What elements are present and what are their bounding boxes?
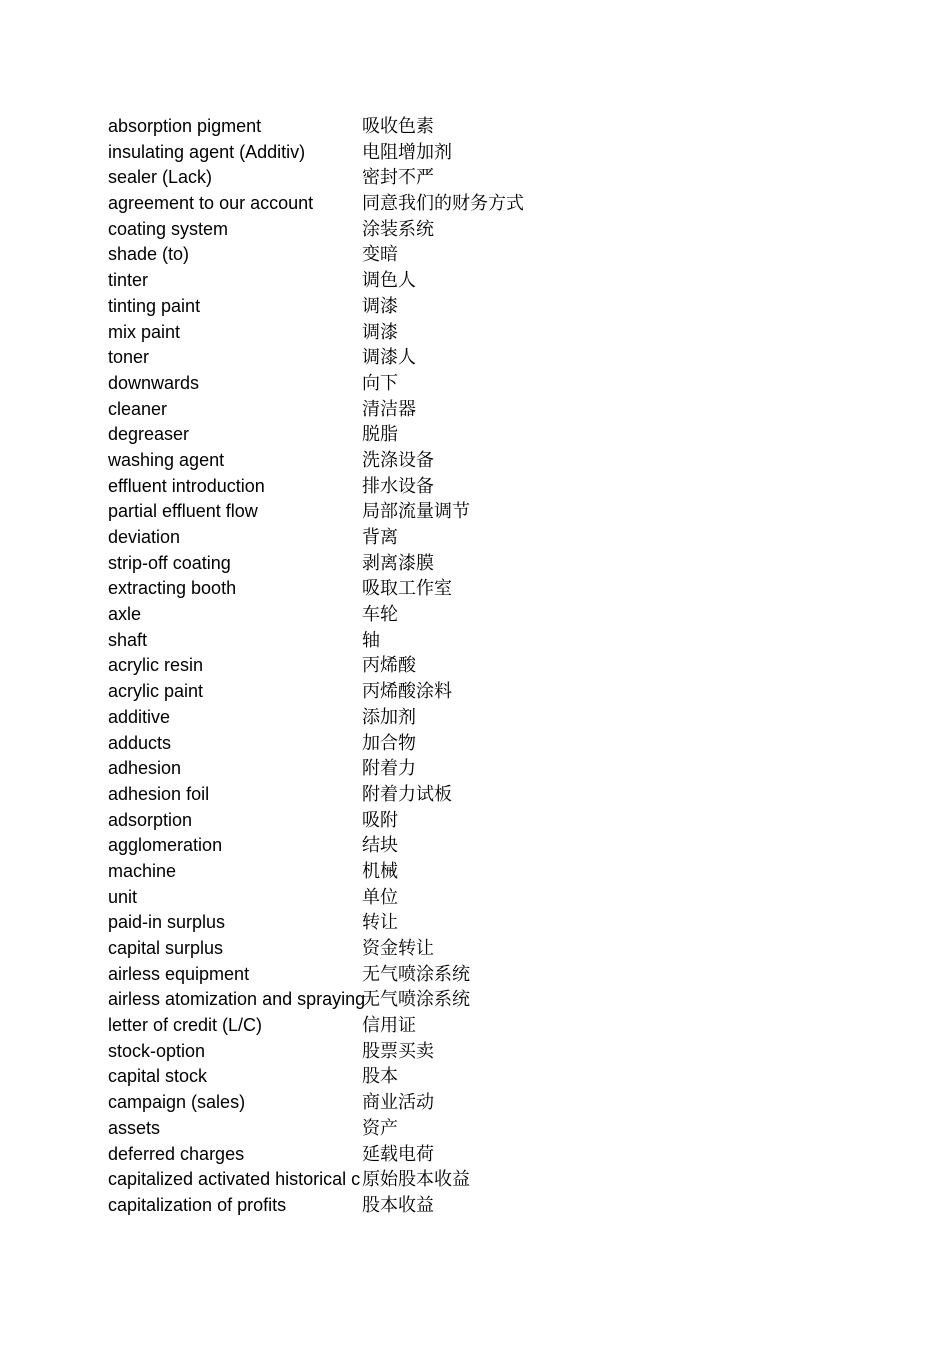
english-term: extracting booth (108, 578, 237, 599)
english-term: agreement to our account (108, 193, 314, 214)
english-term: tinter (108, 270, 149, 291)
chinese-translation: 原始股本收益 (362, 1169, 470, 1191)
english-term: effluent introduction (108, 475, 265, 496)
english-term: adsorption (108, 809, 193, 830)
english-term: acrylic paint (108, 681, 204, 702)
chinese-translation: 转让 (362, 912, 398, 934)
glossary-row (108, 448, 708, 474)
chinese-translation: 洗涤设备 (362, 449, 434, 471)
glossary-row (108, 756, 708, 782)
chinese-translation: 吸取工作室 (362, 578, 452, 600)
glossary-row (108, 705, 708, 731)
chinese-translation: 调色人 (362, 270, 416, 292)
glossary-row (108, 1013, 708, 1039)
chinese-translation: 吸附 (362, 809, 398, 831)
english-term: coating system (108, 218, 229, 239)
english-term: tinting paint (108, 295, 201, 316)
english-term: cleaner (108, 398, 168, 419)
chinese-translation: 密封不严 (362, 167, 434, 189)
english-term: toner (108, 347, 150, 368)
english-term: partial effluent flow (108, 501, 258, 522)
glossary-row (108, 320, 708, 346)
chinese-translation: 附着力试板 (362, 783, 452, 805)
english-term: airless equipment (108, 963, 250, 984)
english-term: absorption pigment (108, 116, 262, 136)
chinese-translation: 添加剂 (362, 706, 416, 728)
glossary-row (108, 1039, 708, 1065)
english-term: axle (108, 604, 142, 625)
glossary-row (108, 782, 708, 808)
glossary-row (108, 551, 708, 577)
english-term: letter of credit (L/C) (108, 1015, 263, 1036)
chinese-translation: 股票买卖 (362, 1040, 434, 1062)
chinese-translation: 变暗 (362, 244, 398, 266)
english-term: adducts (108, 732, 172, 753)
english-term: agglomeration (108, 835, 223, 856)
glossary-row (108, 833, 708, 859)
chinese-translation: 无气喷涂系统 (362, 989, 470, 1011)
english-term: capital stock (108, 1066, 208, 1087)
english-term: degreaser (108, 424, 190, 445)
english-term: deferred charges (108, 1143, 245, 1164)
glossary-row (108, 1090, 708, 1116)
chinese-translation: 结块 (362, 835, 398, 857)
chinese-translation: 向下 (362, 372, 398, 394)
glossary-row (108, 268, 708, 294)
glossary-row (108, 1142, 708, 1168)
glossary-row (108, 165, 708, 191)
english-term: additive (108, 706, 171, 727)
glossary-row (108, 499, 708, 525)
english-term: paid-in surplus (108, 912, 226, 933)
chinese-translation: 信用证 (362, 1015, 416, 1037)
english-term: shade (to) (108, 244, 190, 265)
chinese-translation: 股本 (362, 1066, 398, 1088)
english-term: deviation (108, 527, 181, 547)
glossary-row (108, 140, 708, 166)
english-term: assets (108, 1117, 161, 1138)
glossary-row (108, 602, 708, 628)
chinese-translation: 轴 (362, 629, 380, 651)
glossary-row (108, 114, 708, 140)
english-term: sealer (Lack) (108, 167, 213, 188)
english-term: campaign (sales) (108, 1092, 246, 1113)
glossary-row (108, 525, 708, 551)
english-term: insulating agent (Additiv) (108, 141, 306, 162)
chinese-translation: 无气喷涂系统 (362, 963, 470, 985)
chinese-translation: 商业活动 (362, 1092, 434, 1114)
chinese-translation: 同意我们的财务方式 (362, 193, 524, 215)
english-term: unit (108, 886, 138, 907)
glossary-row (108, 1167, 708, 1193)
chinese-translation: 加合物 (362, 732, 416, 754)
english-term: acrylic resin (108, 655, 204, 676)
glossary-row (108, 1116, 708, 1142)
english-term: airless atomization and spraying (108, 989, 366, 1010)
glossary-table (108, 114, 708, 1219)
chinese-translation: 脱脂 (362, 424, 398, 446)
english-term: shaft (108, 629, 148, 650)
chinese-translation: 丙烯酸 (362, 655, 416, 677)
chinese-translation: 电阻增加剂 (362, 141, 452, 163)
glossary-row (108, 294, 708, 320)
glossary-row (108, 910, 708, 936)
glossary-row (108, 576, 708, 602)
glossary-row (108, 422, 708, 448)
chinese-translation: 单位 (362, 886, 398, 908)
english-term: capitalized activated historical c (108, 1169, 361, 1190)
english-term: mix paint (108, 321, 181, 342)
chinese-translation: 延载电荷 (362, 1143, 434, 1165)
english-term: strip-off coating (108, 552, 231, 573)
chinese-translation: 调漆 (362, 295, 398, 317)
glossary-row (108, 191, 708, 217)
glossary-row (108, 474, 708, 500)
english-term: capitalization of profits (108, 1194, 287, 1215)
english-term: washing agent (108, 449, 225, 470)
chinese-translation: 排水设备 (362, 475, 434, 497)
english-term: adhesion foil (108, 783, 210, 804)
chinese-translation: 局部流量调节 (362, 501, 470, 523)
chinese-translation: 调漆人 (362, 347, 416, 369)
chinese-translation: 丙烯酸涂料 (362, 681, 452, 703)
english-term: stock-option (108, 1040, 206, 1061)
chinese-translation: 清洁器 (362, 398, 416, 420)
english-term: downwards (108, 372, 200, 393)
glossary-row (108, 1064, 708, 1090)
chinese-translation: 资金转让 (362, 938, 434, 959)
chinese-translation: 机械 (362, 860, 398, 882)
glossary-row (108, 679, 708, 705)
chinese-translation: 吸收色素 (362, 116, 434, 137)
chinese-translation: 股本收益 (362, 1194, 434, 1216)
chinese-translation: 背离 (362, 527, 398, 548)
glossary-row (108, 885, 708, 911)
english-term: machine (108, 860, 177, 881)
glossary-row (108, 345, 708, 371)
glossary-row (108, 217, 708, 243)
glossary-row (108, 242, 708, 268)
glossary-row (108, 731, 708, 757)
chinese-translation: 调漆 (362, 321, 398, 343)
glossary-row (108, 1193, 708, 1219)
chinese-translation: 车轮 (362, 604, 398, 626)
glossary-row (108, 808, 708, 834)
english-term: adhesion (108, 758, 182, 779)
english-term: capital surplus (108, 938, 224, 958)
chinese-translation: 附着力 (362, 758, 416, 780)
glossary-row (108, 859, 708, 885)
glossary-row (108, 628, 708, 654)
glossary-row (108, 936, 708, 962)
glossary-row (108, 653, 708, 679)
glossary-row (108, 371, 708, 397)
glossary-row (108, 397, 708, 423)
glossary-row (108, 962, 708, 988)
chinese-translation: 资产 (362, 1117, 398, 1139)
chinese-translation: 涂装系统 (362, 218, 434, 240)
glossary-row (108, 987, 708, 1013)
chinese-translation: 剥离漆膜 (362, 552, 434, 574)
